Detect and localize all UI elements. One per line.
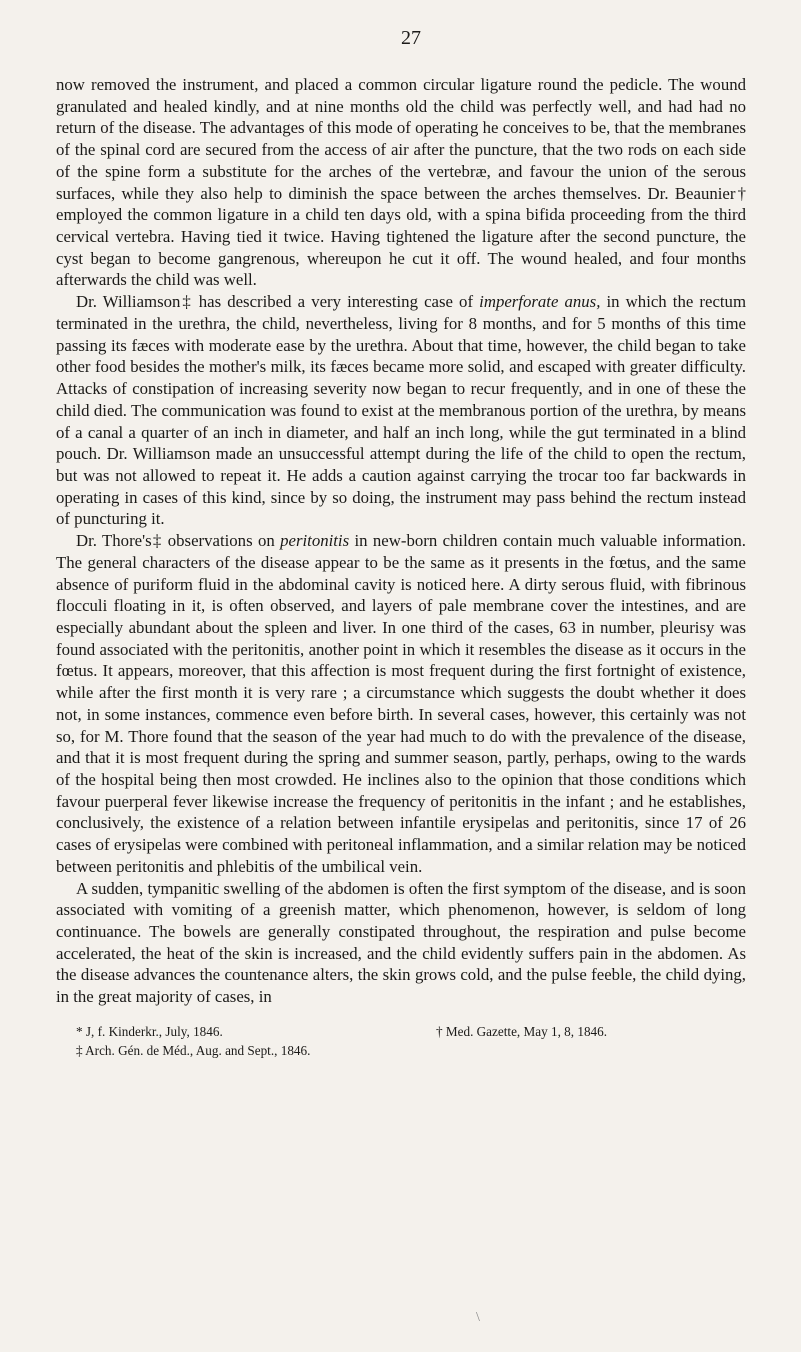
paragraph-4 [56,878,746,1008]
paragraph-2-italic-term: imperforate anus, [479,292,601,312]
footnote-row [76,1022,746,1041]
paragraph-4-text: A sudden, tympanitic swelling of the abdomen is often the first symptom of the disease, and is soon associated with vomiting of a greenish matter, which phenomenon, however, is seldom of long continuance. The bowels are generally constipated throughout, the respiration and pulse become accelerated, the heat of the skin is increased, and the child evidently suffers pain in the abdomen. As the disease advances the countenance alters, the skin grows cold, and the pulse feeble, the child dying, in the great majority of cases, in [56,878,746,1007]
paragraph-2 [56,291,746,530]
footnotes [56,1022,746,1060]
paragraph-3 [56,530,746,878]
page-number: 27 [401,27,421,49]
paragraph-2-text-a: Dr. Williamson‡ has described a very interesting case of [76,292,480,312]
paragraph-1 [56,74,746,291]
footnote-med-gazette: † Med. Gazette, May 1, 8, 1846. [436,1023,608,1039]
page [56,18,746,1060]
body-text [56,74,746,1008]
paragraph-2-text-b: in which the rectum terminated in the urethra, the child, nevertheless, living for 8 months, and for 5 months of this time passing its fæces with moderate ease by the urethra. About that time, however, the child began to take other food besides the mother's milk, its fæces became more solid, and escaped with greater difficulty. Attacks of constipation of increasing severity now began to recur frequently, and in one of these the child died. The communication was found to exist at the membranous portion of the urethra, by means of a canal a quarter of an inch in diameter, and half an inch long, while the gut terminated in a blind pouch. Dr. Williamson made an unsuccessful attempt during the life of the child to open the rectum, but was not allowed to repeat it. He adds a caution against carrying the trocar too far backwards in operating in cases of this kind, since by so doing, the instrument may pass behind the rectum instead of puncturing it. [56,292,747,529]
stray-pen-mark: \ [476,1310,480,1325]
paragraph-3-italic-term: peritonitis [280,531,350,551]
footnote-kinderkr: * J, f. Kinderkr., July, 1846. [76,1023,223,1039]
footnote-arch-gen-med: ‡ Arch. Gén. de Méd., Aug. and Sept., 1846. [76,1042,311,1058]
paragraph-3-text-b: in new-born children contain much valuable information. The general characters of the disease appear to be the same as it presents in the fœtus, and the same absence of puriform fluid in the abdominal cavity is noticed here. A dirty serous fluid, with fibrinous flocculi floating in it, is often observed, and layers of pale membrane cover the intestines, and are especially abundant about the spleen and liver. In one third of the cases, 63 in number, pleurisy was found associated with the peritonitis, another point in which it resembles the disease as it occurs in the fœtus. It appears, moreover, that this affection is most frequent during the first fortnight of existence, while after the first month it is very rare ; a circumstance which suggests the doubt whether it does not, in some instances, commence even before birth. In several cases, however, this certainly was not so, for M. Thore found that the season of the year had much to do with the prevalence of the disease, and that it is most frequent during the spring and summer season, partly, perhaps, owing to the wards of the hospital being then most crowded. He inclines also to the opinion that those conditions which favour puerperal fever likewise increase the frequency of peritonitis in the infant ; and he establishes, conclusively, the existence of a relation between infantile erysipelas and peritonitis, since 17 of 26 cases of erysipelas were combined with peritoneal inflammation, and a similar relation may be noticed between peritonitis and phlebitis of the umbilical vein. [56,531,746,876]
paragraph-3-text-a: Dr. Thore's‡ observations on [76,531,281,551]
footnote-row [76,1041,746,1060]
paragraph-1-text: now removed the instrument, and placed a common circular ligature round the pedicle. The wound granulated and healed kindly, and at nine months old the child was perfectly well, and had had no return of the disease. The advantages of this mode of operating he conceives to be, that the membranes of the spinal cord are secured from the access of air after the puncture, that the two rods on each side of the spine form a substitute for the arches of the vertebræ, and favour the union of the serous surfaces, while they also help to diminish the space between the arches themselves. Dr. Beaunier† employed the common ligature in a child ten days old, with a spina bifida proceeding from the third cervical vertebra. Having tied it twice. Having tightened the ligature after the second puncture, the cyst began to become gangrenous, whereupon he cut it off. The wound healed, and four months afterwards the child was well. [56,75,746,290]
